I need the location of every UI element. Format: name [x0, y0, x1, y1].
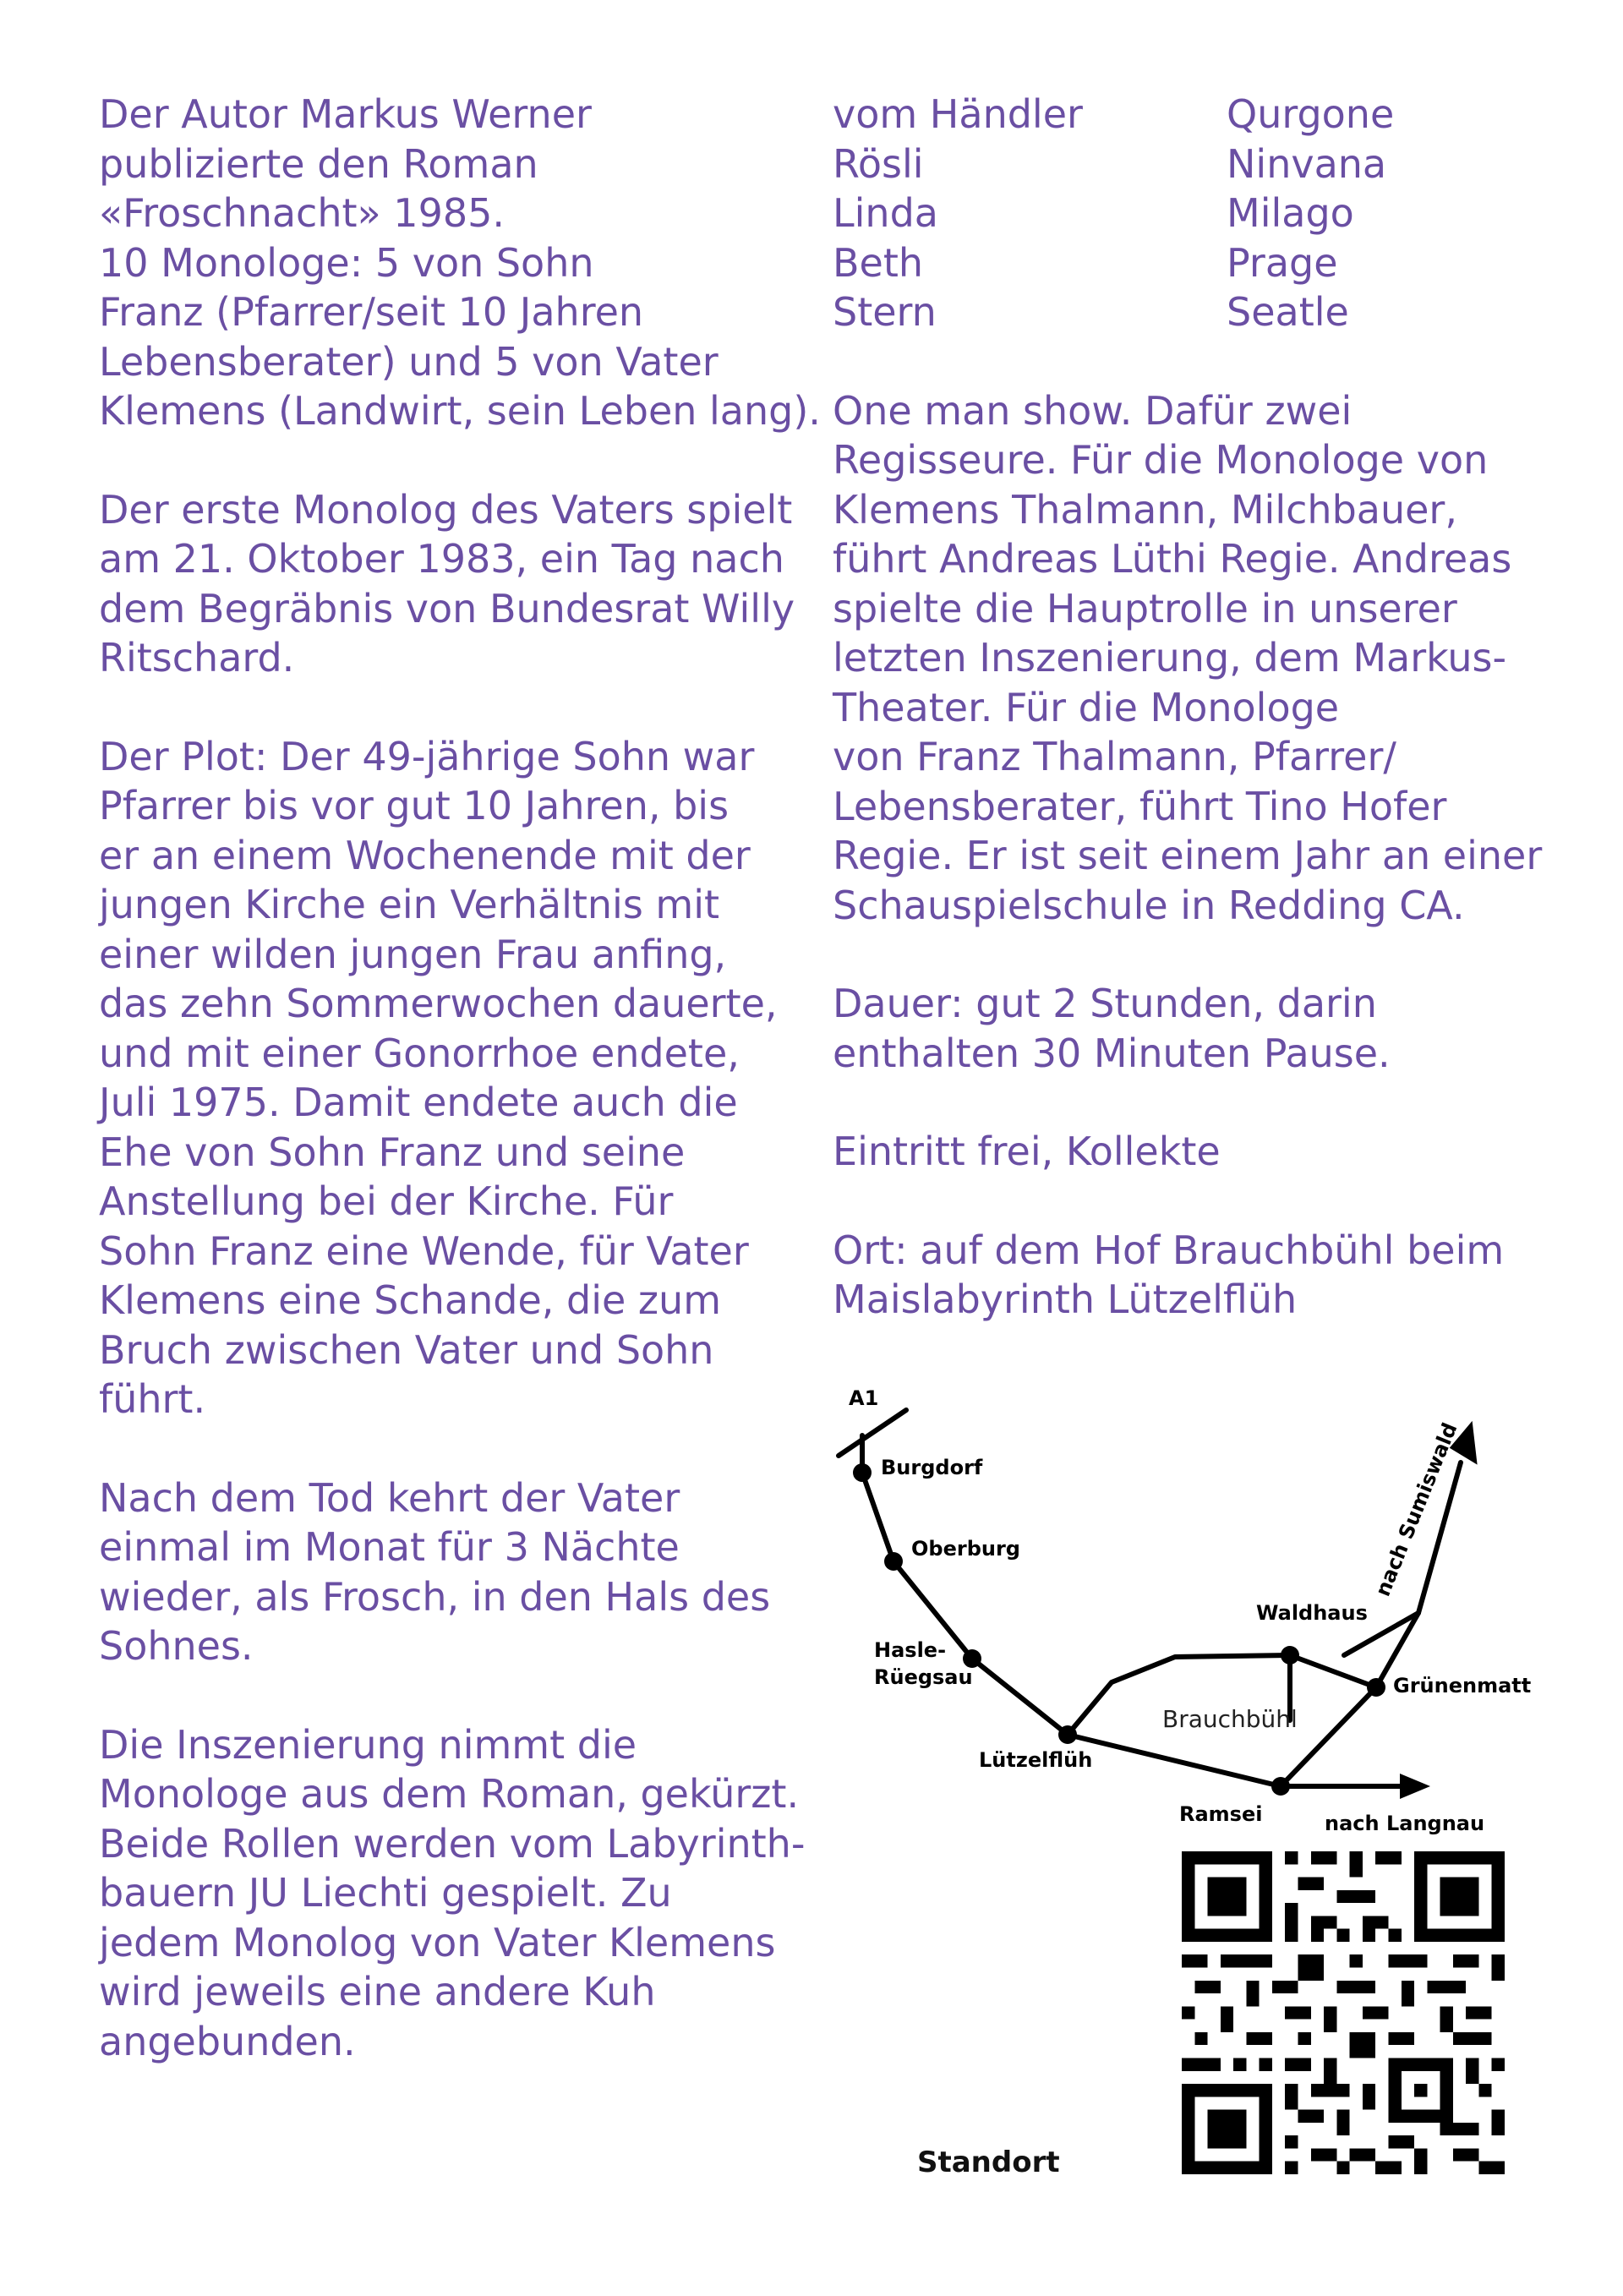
name-column-2	[1227, 90, 1548, 337]
location-paragraph: Ort: auf dem Hof Brauchbühl beim Maislabyrinth Lützelflüh	[833, 1227, 1505, 1322]
langnau-arrow-icon	[1400, 1774, 1430, 1799]
left-column	[99, 90, 826, 2115]
hasle-label-1: Hasle-	[874, 1638, 947, 1662]
right-column	[833, 90, 1551, 1374]
name-column-1	[833, 90, 1227, 337]
ramsei-label: Ramsei	[1179, 1802, 1263, 1826]
first-monolog-paragraph: Der erste Monolog des Vaters spielt am 21. Oktober 1983, ein Tag nach dem Begräbnis von Bundesrat Willy Ritschard.	[99, 486, 795, 681]
langnau-label: nach Langnau	[1325, 1812, 1485, 1835]
waldhaus-dot	[1281, 1646, 1299, 1665]
oberburg-label: Oberburg	[911, 1537, 1020, 1561]
cow-name-list	[833, 90, 1551, 337]
main-route	[862, 1435, 1376, 1735]
name-item: Beth	[833, 239, 924, 286]
name-item: Qurgone	[1227, 91, 1395, 137]
duration-paragraph: Dauer: gut 2 Stunden, darin enthalten 30 Minuten Pause.	[833, 981, 1391, 1076]
luetzelflueh-dot	[1058, 1725, 1077, 1744]
admission-paragraph: Eintritt frei, Kollekte	[833, 1129, 1221, 1174]
name-item: Linda	[833, 190, 938, 236]
burgdorf-label: Burgdorf	[881, 1456, 983, 1479]
frog-paragraph: Nach dem Tod kehrt der Vater einmal im Monat für 3 Nächte wieder, als Frosch, in den Hals des Sohnes.	[99, 1474, 771, 1669]
waldhaus-label: Waldhaus	[1256, 1601, 1368, 1625]
gruenenmatt-dot	[1367, 1678, 1385, 1697]
name-item: Milago	[1227, 190, 1354, 236]
oberburg-dot	[884, 1552, 903, 1571]
qr-code-icon	[1182, 1851, 1505, 2174]
standort-label: Standort	[917, 2146, 1060, 2179]
staging-paragraph: Die Inszenierung nimmt die Monologe aus dem Roman, gekürzt. Beide Rollen werden vom Labyrinth- bauern JU Liechti gespielt. Zu jedem Monolog von Vater Klemens wird jeweils eine andere Kuh angebunden.	[99, 1721, 806, 2064]
intro-paragraph: Der Autor Markus Werner publizierte den Roman «Froschnacht» 1985. 10 Monologe: 5 von Sohn Franz (Pfarrer/seit 10 Jahren Lebensberater) und 5 von Vater Klemens (Landwirt, sein Leben lang).	[99, 91, 821, 434]
ramsei-dot	[1271, 1777, 1290, 1796]
gruenenmatt-label: Grünenmatt	[1393, 1674, 1532, 1697]
name-item: Ninvana	[1227, 140, 1387, 187]
hasle-label-2: Rüegsau	[874, 1665, 973, 1689]
route-to-sumiswald	[1068, 1613, 1418, 1786]
burgdorf-dot	[853, 1463, 872, 1482]
name-item: Rösli	[833, 140, 924, 187]
name-item: Prage	[1227, 239, 1338, 286]
luetzelflueh-label: Lützelflüh	[979, 1748, 1093, 1772]
a1-road	[839, 1410, 906, 1456]
sumiswald-label: nach Sumiswald	[1370, 1419, 1462, 1600]
brauchbuehl-label: Brauchbühl	[1162, 1705, 1298, 1733]
route-map	[828, 1378, 1538, 1851]
name-item: Stern	[833, 289, 937, 335]
name-item: vom Händler	[833, 91, 1083, 137]
a1-label: A1	[849, 1386, 879, 1410]
name-item: Seatle	[1227, 289, 1349, 335]
directors-paragraph: One man show. Dafür zwei Regisseure. Für die Monologe von Klemens Thalmann, Milchbauer, führt Andreas Lüthi Regie. Andreas spielte die Hauptrolle in unserer letzten Inszenierung, dem Markus- Theater. Für die Monologe von Franz Thalmann, Pfarrer/ Lebensberater, führt Tino Hofer Regie. Er ist seit einem Jahr an einer Schauspielschule in Redding CA.	[833, 387, 1543, 928]
plot-paragraph: Der Plot: Der 49-jährige Sohn war Pfarrer bis vor gut 10 Jahren, bis er an einem Wochenende mit der jungen Kirche ein Verhältnis mit einer wilden jungen Frau anfing, das zehn Sommerwochen dauerte, und mit einer Gonorrhoe endete, Juli 1975. Damit endete auch die Ehe von Sohn Franz und seine Anstellung bei der Kirche. Für Sohn Franz eine Wende, für Vater Klemens eine Schande, die zum Bruch zwischen Vater und Sohn führt.	[99, 733, 778, 1422]
